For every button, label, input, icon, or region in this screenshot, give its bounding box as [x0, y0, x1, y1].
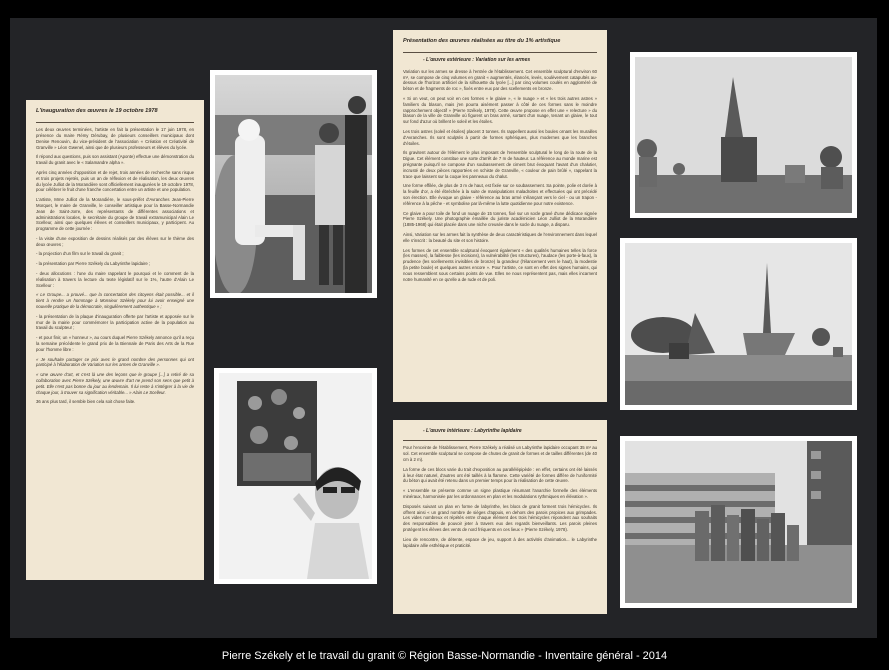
- paragraph: Pour l'enceinte de l'établissement, Pierre Székely a réalisé un Labyrinthe lapidaire occupant 35 m² au sol. Cet ensemble sculptural se compose de chutes de granit de formes et de tailles différentes (de 40 cm à 2 m).: [403, 445, 597, 462]
- photo-sculpture-ensemble: [620, 238, 857, 410]
- inauguration-text: [36, 127, 194, 405]
- title-rule: [403, 52, 597, 53]
- exterior-work-subtitle: - L'œuvre extérieure : Variation sur les armes: [423, 57, 531, 64]
- paragraph: « Je souhaite partager ce prix avec le grand nombre des personnes qui ont participé à l'élaboration de Variation sur les armes de Granville ».: [36, 356, 194, 368]
- interior-work-subtitle: - L'œuvre intérieure : Labyrinthe lapidaire: [423, 428, 522, 434]
- paragraph: « Si on veut, on peut voir en ces formes « le glaive », « le nuage » et « les trois autres astres » familiers du blason, mais j'en pourra aisément passer à côté de ces formes sans le moindre rapprochement objectif » (Pierre Székely, 1978). Cette œuvre propose en effet une « relecture » du blason de la ville de Granville où figurent un bras armé, sortant d'un nuage, tenant un glaive, le tout sur fond d'azur où brillent le soleil et les étoiles.: [403, 96, 597, 125]
- paragraph: L'artiste, Mme Julliot de la Morandière, le sous-préfet d'Avranches Jean-Pierre Morquet, le maire de Granville, le conseiller artistique pour la Basse-Normandie Jean de Saint-Jorre, des représentants de différentes associations et administrations locales, le secrétaire du groupe de travail extramunicipal Alain Le Scelleur, ainsi que quelques élèves et conseillers municipaux, y participent. Au programme de cette journée :: [36, 197, 194, 232]
- exterior-work-panel: [393, 30, 607, 402]
- paragraph: « Une œuvre d'art, et c'est là une des leçons que le groupe [...] a retiré de sa collaboration avec Pierre Székely, une œuvre d'art ne prend son sens que petit à petit. Elle n'est pas bonne du jour au lendemain. Il lui reste à s'intégrer à la vie de chaque jour, à trouver sa signification véritable... » Alain Le Scelleur.: [36, 372, 194, 395]
- paragraph: « L'ensemble se présente comme un signe plastique résumant l'anarchie formelle des éléments minéraux, harmonisée par les ordonnances en plan et les modulations rythmiques en élévation ».: [403, 488, 597, 499]
- paragraph: - la présentation par Pierre Székely du Labyrinthe lapidaire ;: [36, 261, 151, 267]
- paragraph: - la présentation de la plaque d'inauguration offerte par l'artiste et apposée sur le mur de la mairie pour commémorer la participation active de la population au travail du sculpteur ;: [36, 313, 194, 331]
- inauguration-panel: [26, 100, 204, 580]
- inauguration-title: L'inauguration des œuvres le 19 octobre 1978: [36, 108, 158, 114]
- paragraph: 36 ans plus tard, il semble bien cela soit chose faite.: [36, 399, 136, 405]
- board-caption: Pierre Székely et le travail du granit © Région Basse-Normandie - Inventaire général - 2014: [221, 650, 668, 662]
- paragraph: Ainsi, Variation sur les armes fait la synthèse de deux caractéristiques de l'environnement dans lequel elle s'inscrit : la beauté du site et son histoire.: [403, 232, 597, 243]
- plaque-photo-image: [219, 373, 372, 579]
- subtitle-rule: [403, 440, 597, 441]
- paragraph: - et pour finir, un « honneur », au cours duquel Pierre Székely annonce qu'il a reçu la semaine précédente le grand prix de la Biennale de Paris des Arts de la Rue pour l'homme libre :: [36, 335, 194, 352]
- paragraph: Une forme effilée, de plus de 3 m de haut, est fixée sur ce soubassement. Sa pointe, polie et dorée à la feuille d'or, a été ébréchée à la suite de manipulations maladroites et effectuées qui ont précédé son érection. Elle évoque un glaive - référence au bras armé s'élançant vers le ciel - ou un trapon - référence à la pêche - et symbolise par là-même la lutte quotidienne pour notre existence.: [403, 183, 597, 206]
- paragraph: Les deux œuvres terminées, l'artiste en fait la présentation le 17 juin 1978, en présence du maire Rémy Dérubay, de plusieurs conseillers municipaux dont Denise Renouvin, du vice-président de l'association « Création et Créativité de Granville » Léon Gwenel, ainsi que de plusieurs professeurs et élèves du lycée.: [36, 127, 194, 150]
- paragraph: Il répond aux questions, puis son assistant (Aponte) effectue une démonstration du travail du granit avec le « Salamandre alpha ».: [36, 154, 194, 166]
- photo-sculpture-spheres: [630, 52, 857, 218]
- paragraph: Les trois astres (soleil et étoiles) placent 3 tonnes. Ils rappellent aussi les boules ornant les murailles d'Avranches. Ils sont sculptés à partir de formes sphériques, plus modernes que les branches d'étoiles.: [403, 129, 597, 146]
- paragraph: - la projection d'un film sur le travail du granit ;: [36, 251, 124, 257]
- paragraph: Ce glaive a pour toile de fond un nuage de 15 tonnes, fixé sur un socle gravé d'une dédicace signée Pierre Székely. Une photographie émaillée du juriste académicien Léon Julliot de la Morandière (1885-1968) qui était placée dans une niche creusée dans le socle du nuage, a disparu.: [403, 210, 597, 228]
- paragraph: « Le Groupe... a prouvé... que la concertation des citoyens était possible... et il tient à rendre un hommage à Monsieur Székely pour lui avoir enseigné une nouvelle pratique de la démocratie, singulièrement authentique » ;: [36, 292, 194, 310]
- paragraph: Ils gravitent autour de l'élément le plus imposant de l'ensemble sculptural le long de la route de la Digue. Cet élément constitue une sorte d'arrêt de 7 m de hauteur. La référence au monde marine est prégnante puisqu'il se compose d'un soubassement de ciment brut évoquant l'avant d'un chalutier, incrusté de deux pièces rapportées en schiste de Granville, « couleur de pain brûlé », rappelant la trace que laissent sur la coque les panneaux du chalut.: [403, 150, 597, 179]
- photo-visitors: [210, 70, 377, 298]
- paragraph: La forme de ces blocs varie du trait d'exposition au parallélépipède : en effet, certains ont été laissés à leur état naturel, d'autres ont été taillés à la flamme. Cette variété de formes diffère de l'uniformité du béton qui avait été retenu dans un premier temps pour la réalisation de cette œuvre.: [403, 466, 597, 484]
- works-presentation-title: Présentation des œuvres réalisées au titre du 1% artistique: [403, 38, 561, 44]
- sculpture-spheres-image: [635, 57, 852, 213]
- photo-labyrinth: [620, 436, 857, 608]
- paragraph: Après cinq années d'opposition et de rejet, trois années de recherche sans risque et trois projets rejetés, puis un an de réflexion et de réalisation, les deux œuvres du lycée Julliot de la Morandière sont officiellement inaugurées le 19 octobre 1978, pour célébrer le fruit d'une franche concertation entre un artiste et une population.: [36, 169, 194, 193]
- paragraph: - deux allocutions : l'une du maire rappelant le pourquoi et le comment de la réalisation à travers la lecture du texte législatif sur le 1%, l'autre d'Alain Le Scelleur :: [36, 271, 194, 288]
- paragraph: Disposés suivant un plan en forme de labyrinthe, les blocs de granit forment trois hémicycles. Ils offrent ainsi « un grand nombre de sièges d'appuis, en dehors des parois propices aux grimpades. Les vides nombreux et répétés entre chaque élément des trois hémicycles répondent aux souhaits des responsables de pouvoir jeter à travers eux des regards bienveillants. Les parois pleines protègent les élèves des vents de nord fréquents en ces lieux » (Pierre Székely, 1978).: [403, 503, 597, 532]
- labyrinth-image: [625, 441, 852, 603]
- exhibition-board: [10, 18, 877, 638]
- photo-plaque: [214, 368, 377, 584]
- sculpture-ensemble-image: [625, 243, 852, 405]
- paragraph: Les formes de cet ensemble sculptural évoquent également « des qualités humaines telles la force (les masses), la faiblesse (les incisions), la vulnérabilité (les structures), l'audace (les porte-à-faux), la prudence (les scellements invisibles de bronze) la grandeur (l'élancement vers le haut), la modestie (la petite boule) et quelques autres encore ». Pour l'artiste, ce sont en effet des signes humains, qui nous ressemblent sous certains points de vue. Elles ne nous représentent pas, mais elles incarnent notre humanité en ce qu'elle a de rude et de poli.: [403, 247, 597, 282]
- visitors-photo-image: [215, 75, 372, 293]
- paragraph: - la visite d'une exposition de dessins réalisés par des élèves sur le thème des deux œuvres ;: [36, 235, 194, 247]
- paragraph: Variation sur les armes se dresse à l'entrée de l'établissement. Cet ensemble sculptural d'environ 60 m², se compose de cinq volumes en granit « augmentés, élancés, levés, soulèvement catapultés au-dessus de l'horizon artificiel de la silhouette du lycée [...] par cinq volumes coulés en aggloméré de béton et de fragments de roc », fixés entre eux par des scellements en bronze.: [403, 68, 597, 92]
- paragraph: Lieu de rencontre, de détente, espace de jeu, support à des activités d'animation... le Labyrinthe lapidaire allie esthétique et praticité.: [403, 536, 597, 548]
- title-rule: [36, 122, 194, 123]
- interior-work-panel: [393, 420, 607, 614]
